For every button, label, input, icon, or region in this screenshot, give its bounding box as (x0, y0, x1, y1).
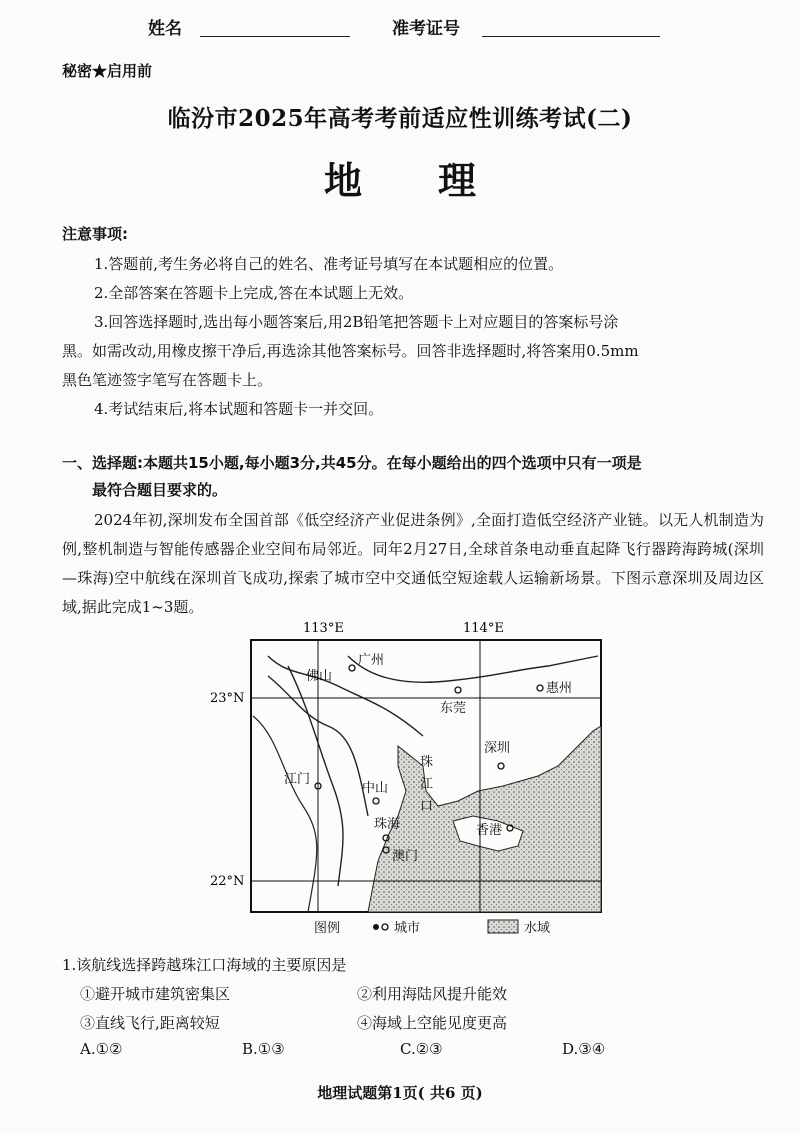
option-c: C.②③ (400, 1040, 443, 1058)
city-guangzhou: 广州 (358, 653, 385, 668)
city-huizhou: 惠州 (546, 681, 573, 696)
lat-label-23: 23°N (210, 691, 245, 706)
section-heading (62, 450, 762, 504)
section-heading-line1: 一、选择题:本题共15小题,每小题3分,共45分。在每小题给出的四个选项中只有一项是 (62, 454, 642, 472)
estuary-char-3: 口 (420, 799, 434, 814)
notice-item-4: 4.考试结束后,将本试题和答题卡一并交回。 (94, 400, 384, 418)
notice-heading: 注意事项: (62, 225, 128, 243)
statement-3: ③直线飞行,距离较短 (80, 1014, 220, 1032)
city-hongkong: 香港 (476, 823, 503, 838)
legend-city-dot-filled (373, 924, 379, 930)
statement-4: ④海域上空能见度更高 (357, 1014, 508, 1032)
map-svg (210, 616, 608, 936)
subject-char-2: 理 (438, 159, 477, 203)
legend-city-dot-open (382, 924, 388, 930)
statement-1: ①避开城市建筑密集区 (80, 985, 231, 1003)
notice-item-3: 3.回答选择题时,选出每小题答案后,用2B铅笔把答题卡上对应题目的答案标号涂 (94, 313, 619, 331)
option-a: A.①② (80, 1040, 123, 1058)
exam-number-label: 准考证号 (392, 19, 460, 39)
section-heading-line2: 最符合题目要求的。 (92, 481, 228, 499)
notice-item-3-cont2: 黑色笔迹签字笔写在答题卡上。 (62, 371, 273, 389)
lon-label-113: 113°E (303, 621, 344, 636)
notice-item-2: 2.全部答案在答题卡上完成,答在本试题上无效。 (94, 284, 414, 302)
city-jiangmen: 江门 (284, 772, 311, 787)
city-dongguan: 东莞 (440, 701, 467, 716)
lat-label-22: 22°N (210, 874, 245, 889)
secret-mark: 秘密★启用前 (62, 62, 153, 80)
legend-water-swatch (488, 920, 518, 933)
legend-label: 图例 (314, 921, 341, 936)
notice-item-1: 1.答题前,考生务必将自己的姓名、准考证号填写在本试题相应的位置。 (94, 255, 564, 273)
city-zhuhai: 珠海 (374, 817, 401, 832)
estuary-char-2: 江 (420, 777, 434, 792)
passage-stem: 2024年初,深圳发布全国首部《低空经济产业促进条例》,全面打造低空经济产业链。以无人机制造为例,整机制造与智能传感器企业空间布局邻近。同年2月27日,全球首条电动垂直起降飞行器跨海跨城(深圳—珠海)空中航线在深圳首飞成功,探索了城市空中交通低空短途载人运输新场景。下图示意深圳及周边区域,据此完成1~3题。 (62, 511, 764, 616)
city-foshan: 佛山 (306, 669, 333, 684)
option-d: D.③④ (562, 1040, 606, 1058)
notice-item-3-cont: 黑。如需改动,用橡皮擦干净后,再选涂其他答案标号。回答非选择题时,将答案用0.5mm (62, 342, 639, 360)
estuary-char-1: 珠 (420, 755, 434, 770)
subject-title (0, 150, 800, 205)
statement-2: ②利用海陆风提升能效 (357, 985, 508, 1003)
exam-number-blank-line (482, 36, 660, 37)
city-zhongshan: 中山 (362, 781, 389, 796)
name-label: 姓名 (148, 19, 182, 39)
question-1-stem: 1.该航线选择跨越珠江口海域的主要原因是 (62, 956, 347, 974)
city-macau: 澳门 (392, 849, 419, 864)
page-footer: 地理试题第1页( 共6 页) (317, 1084, 483, 1102)
exam-title: 临汾市2025年高考考前适应性训练考试(二) (167, 105, 633, 132)
legend-water-text: 水域 (524, 921, 551, 936)
lon-label-114: 114°E (463, 621, 504, 636)
name-blank-line (200, 36, 350, 37)
subject-char-1: 地 (323, 159, 362, 203)
map-figure (210, 616, 608, 940)
city-shenzhen: 深圳 (484, 741, 511, 756)
option-b: B.①③ (242, 1040, 285, 1058)
legend-city-text: 城市 (394, 921, 421, 936)
